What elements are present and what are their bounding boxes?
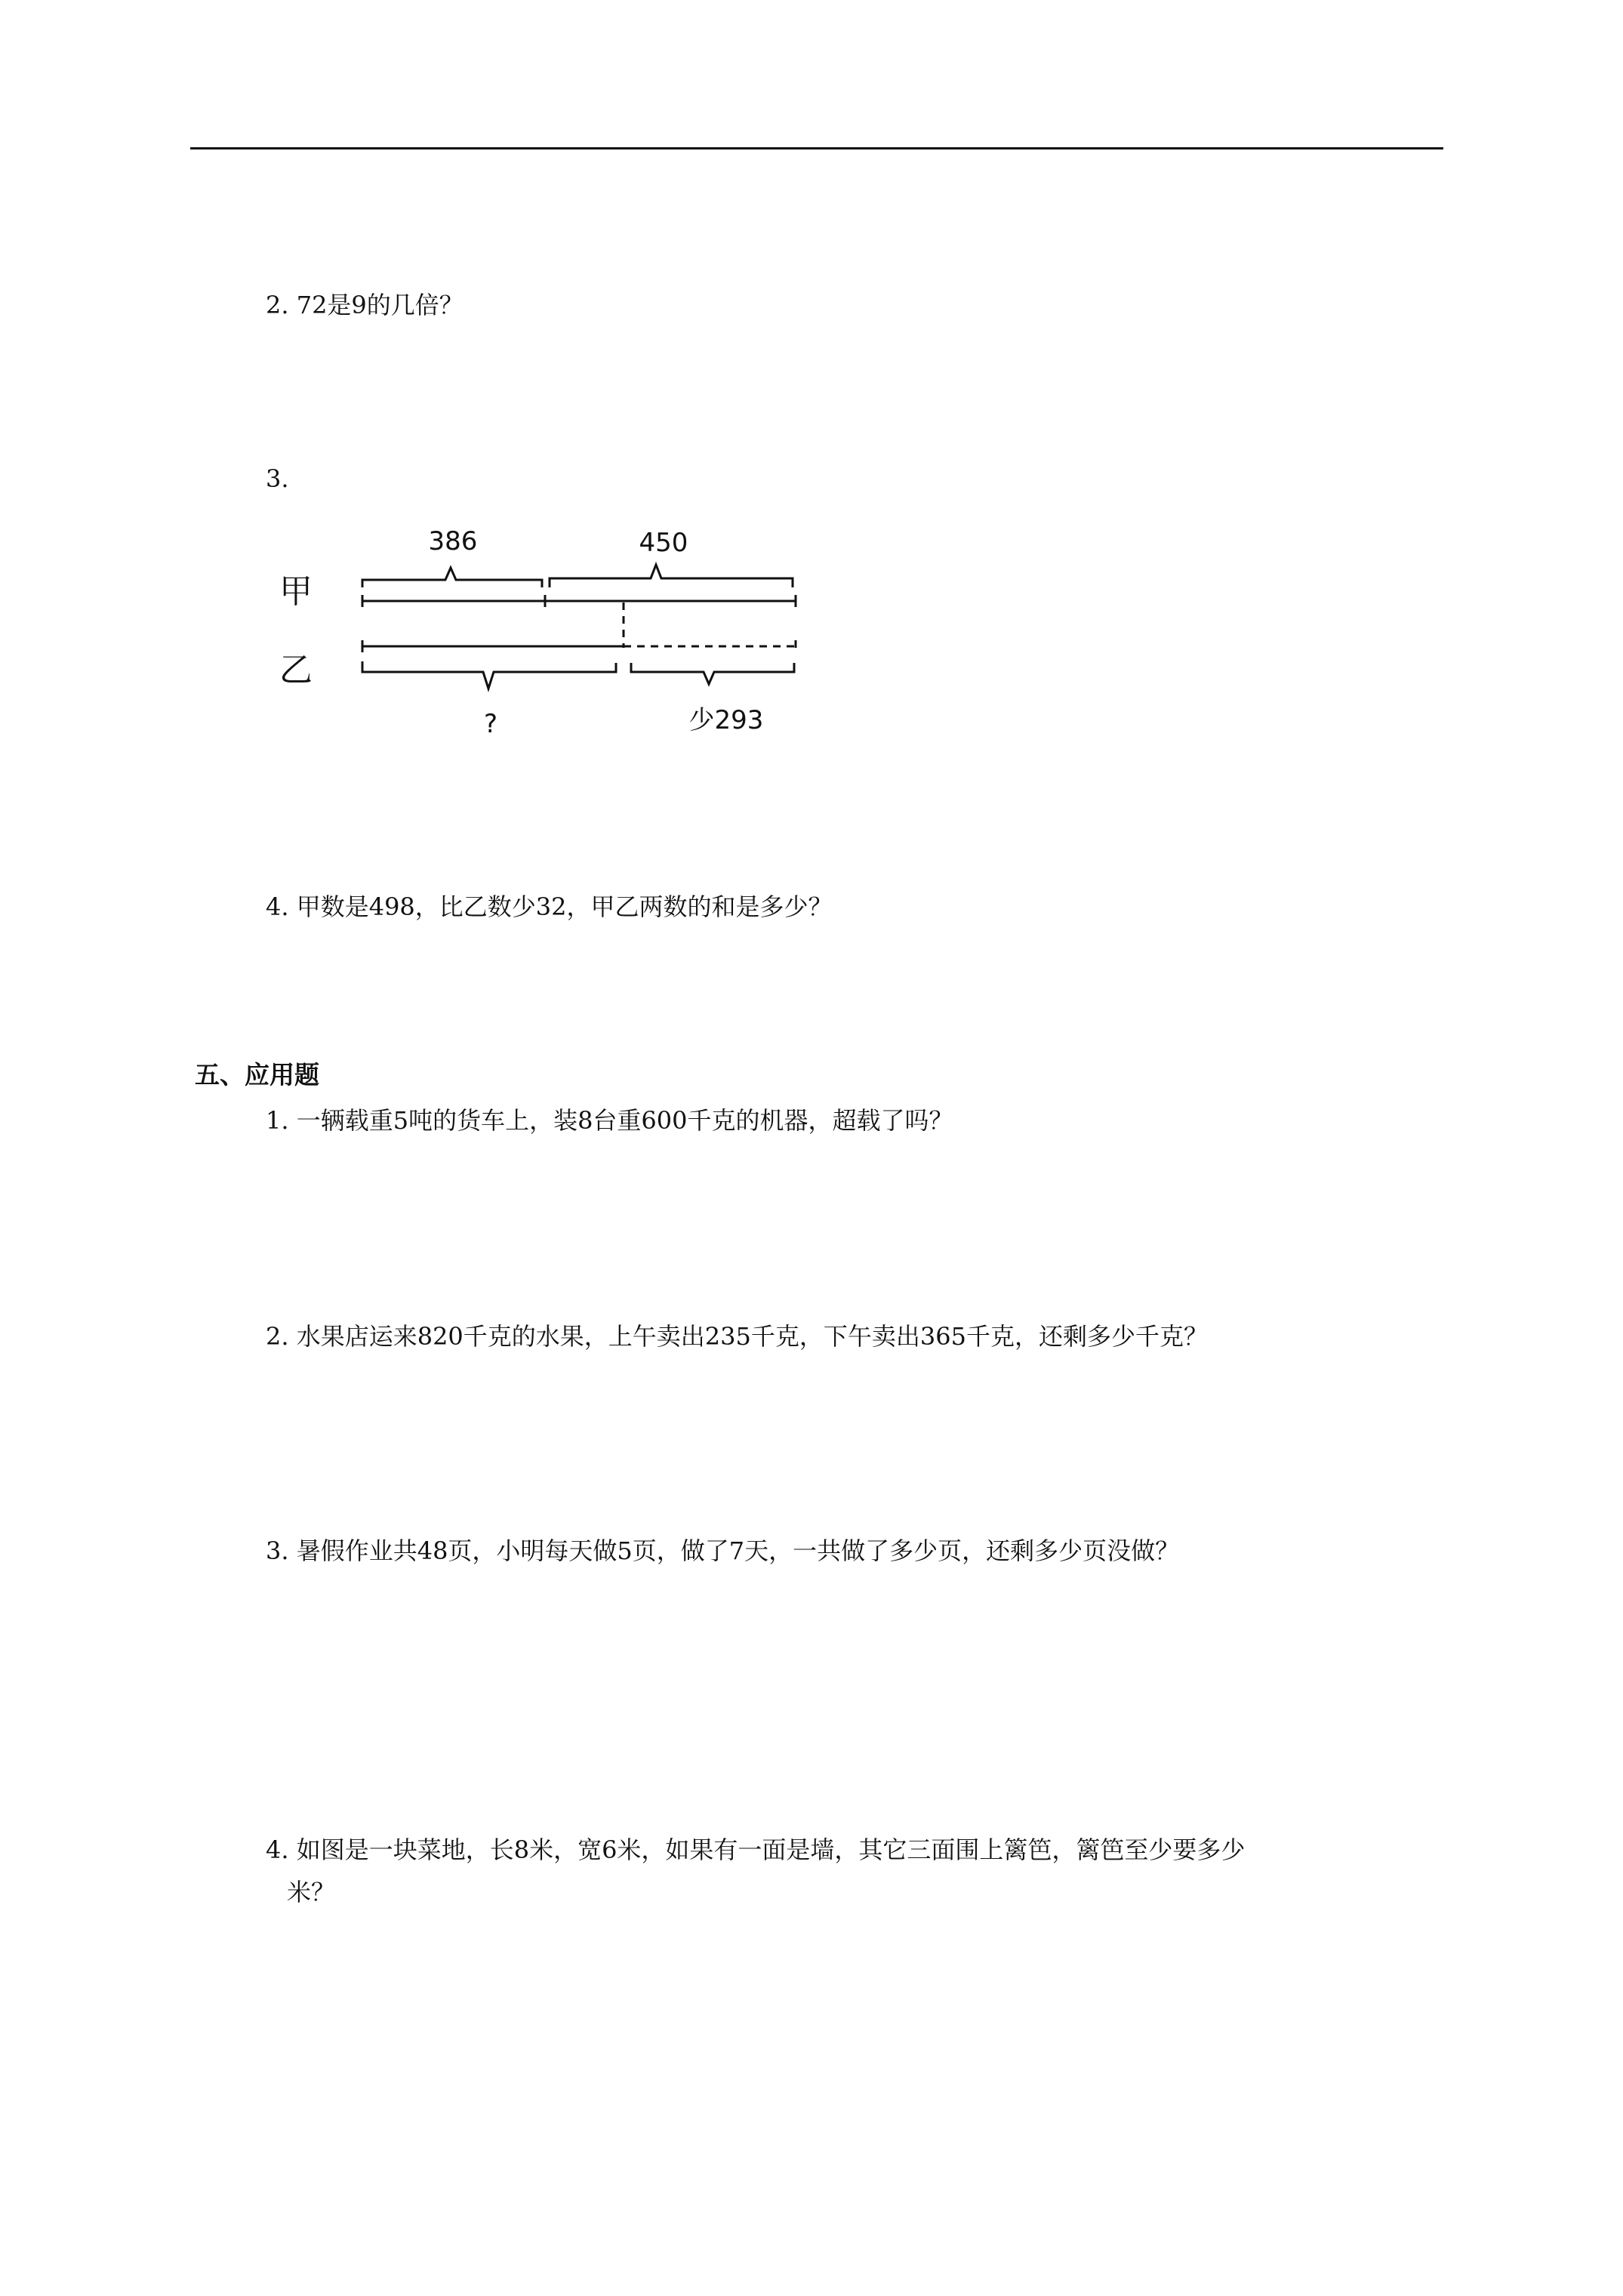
question-4-4: 4. 甲数是498，比乙数少32，甲乙两数的和是多少？: [266, 892, 833, 921]
row-b-solid-line: [362, 640, 624, 652]
brace-less-293: [631, 663, 794, 684]
question-5-3: 3. 暑假作业共48页，小明每天做5页，做了7天，一共做了多少页，还剩多少页没做？: [266, 1536, 1180, 1565]
segment-a2-value: 450: [639, 528, 688, 558]
row-a-label: 甲: [279, 572, 313, 611]
unknown-label: ?: [483, 709, 498, 739]
brace-unknown: [362, 661, 616, 689]
line-segment-diagram: [266, 513, 809, 755]
question-5-1: 1. 一辆载重5吨的货车上，装8台重600千克的机器，超载了吗？: [266, 1106, 953, 1135]
row-b-dashed-extension: [624, 603, 796, 652]
row-a-line: [362, 595, 796, 607]
row-b-label: 乙: [279, 651, 313, 689]
question-5-2: 2. 水果店运来820千克的水果，上午卖出235千克，下午卖出365千克，还剩多少千克？: [266, 1322, 1208, 1351]
brace-386: [362, 568, 542, 587]
less-label: 少293: [688, 705, 764, 735]
question-4-3-number: 3.: [266, 464, 289, 493]
diagram-strokes: [362, 565, 796, 689]
question-4-2: 2. 72是9的几倍？: [266, 291, 463, 319]
segment-a1-value: 386: [428, 526, 478, 556]
header-rule: [190, 147, 1443, 149]
question-5-4-line2: 米？: [287, 1878, 336, 1906]
question-5-4-line1: 4. 如图是一块菜地，长8米，宽6米，如果有一面是墙，其它三面围上篱笆，篱笆至少要多少: [266, 1835, 1246, 1864]
section-title-applications: 五、应用题: [195, 1060, 319, 1089]
brace-450: [550, 565, 793, 587]
